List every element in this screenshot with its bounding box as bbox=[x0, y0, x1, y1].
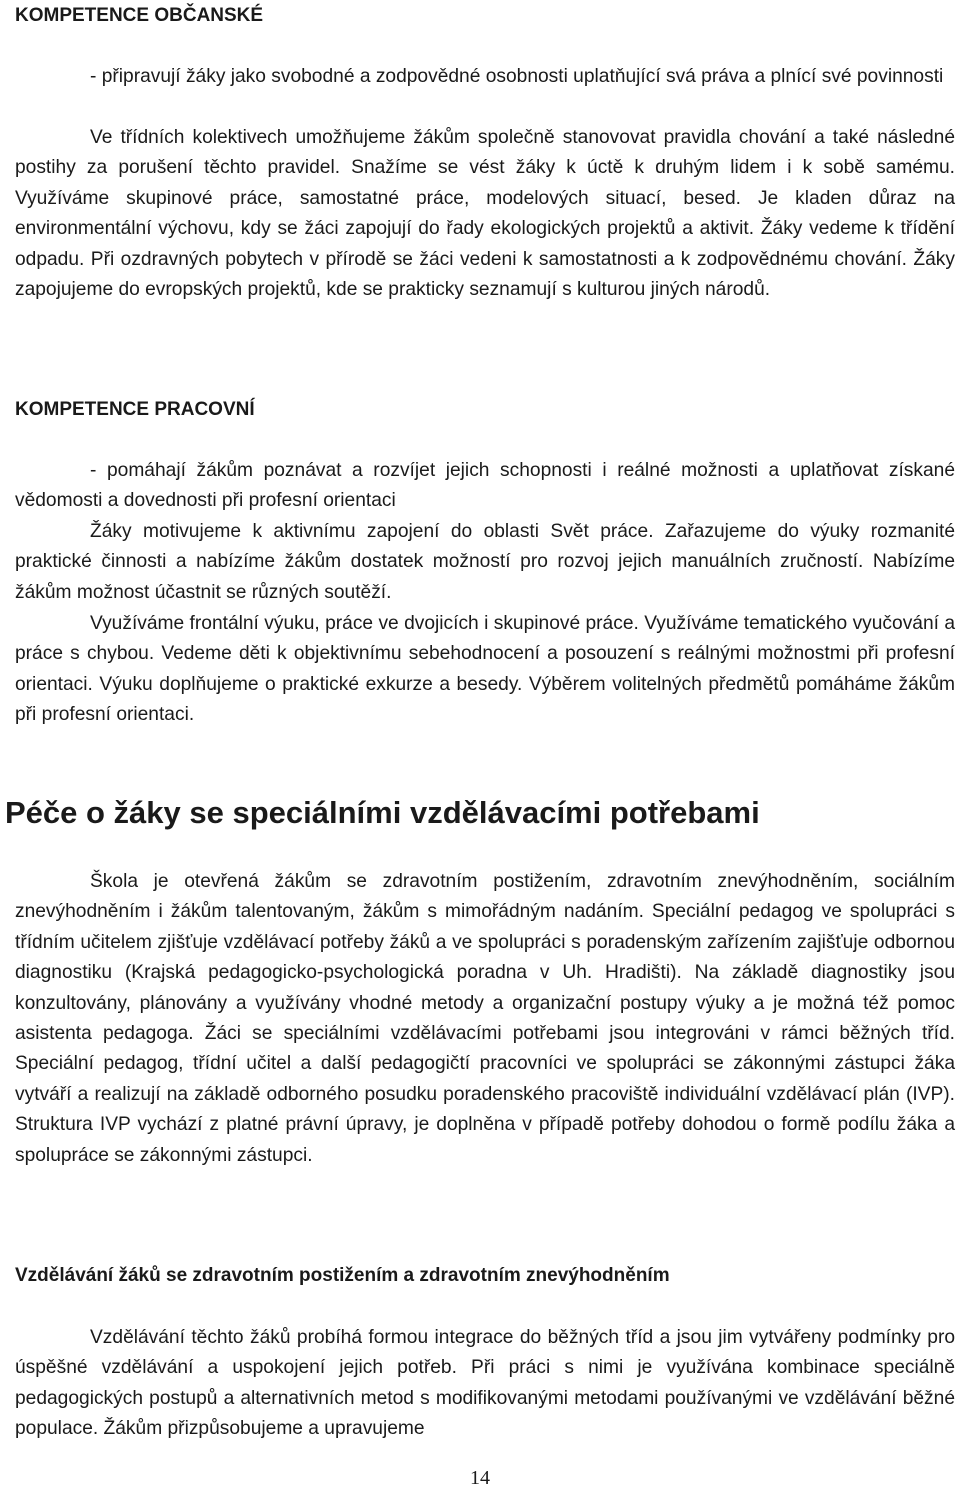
paragraph-obcanske: Ve třídních kolektivech umožňujeme žákům společně stanovovat pravidla chování a také následné postihy za porušení těchto pravidel. Snažíme se vést žáky k úctě k druhým lidem i k sobě samému. Využíváme skupinové práce, samostatné práce, modelových situací, besed. Je kladen důraz na environmentální výchovu, kdy se žáci zapojují do řady ekologických projektů a aktivit. Žáky vedeme k třídění odpadu. Při ozdravných pobytech v přírodě se žáci vedeni k samostatnosti a k zodpovědnému chování. Žáky zapojujeme do evropských projektů, kde se prakticky seznamují s kulturou jiných národů. bbox=[15, 127, 955, 301]
heading-kompetence-obcanske: KOMPETENCE OBČANSKÉ bbox=[15, 5, 264, 26]
paragraph-pracovni-1: Žáky motivujeme k aktivnímu zapojení do oblasti Svět práce. Zařazujeme do výuky rozmanité praktické činnosti a nabízíme žákům dostatek možností pro rozvoj jejich manuálních zručností. Nabízíme žákům možnost účastnit se různých soutěží. bbox=[15, 521, 955, 603]
heading-kompetence-pracovni: KOMPETENCE PRACOVNÍ bbox=[15, 399, 255, 420]
paragraph-pece: Škola je otevřená žákům se zdravotním postižením, zdravotním znevýhodněním, sociálním znevýhodněním i žákům talentovaným, žákům s mimořádným nadáním. Speciální pedagog ve spolupráci s třídním učitelem zjišťuje vzdělávací potřeby žáků a ve spolupráci s poradenským zařízením zajišťuje odbornou diagnostiku (Krajská pedagogicko-psychologická poradna v Uh. Hradišti). Na základě diagnostiky jsou konzultovány, plánovány a využívány vhodné metody a organizační postupy výuky a je možná též pomoc asistenta pedagoga. Žáci se speciálními vzdělávacími potřebami jsou integrováni v rámci běžných tříd. Speciální pedagog, třídní učitel a další pedagogičtí pracovníci ve spolupráci se zákonnými zástupci žáka vytváří a realizují na základě odborného posudku poradenského pracoviště individuální vzdělávací plán (IVP). Struktura IVP vychází z platné právní úpravy, je doplněna v případě potřeby dohodou o formě podílu žáka a spolupráce se zákonnými zástupci. bbox=[15, 871, 955, 1166]
heading-vzdelavani-zdravotni: Vzdělávání žáků se zdravotním postižením a zdravotním znevýhodněním bbox=[15, 1265, 670, 1286]
bullet-pracovni: - pomáhají žákům poznávat a rozvíjet jejich schopnosti i reálné možnosti a uplatňovat získané vědomosti a dovednosti při profesní orientaci bbox=[15, 460, 955, 512]
bullet-obcanske: - připravují žáky jako svobodné a zodpovědné osobnosti uplatňující svá práva a plnící své povinnosti bbox=[90, 66, 944, 87]
paragraph-pracovni-2: Využíváme frontální výuku, práce ve dvojicích i skupinové práce. Využíváme tematického vyučování a práce s chybou. Vedeme děti k objektivnímu sebehodnocení a posouzení s reálnými možnostmi při profesní orientaci. Výuku doplňujeme o praktické exkurze a besedy. Výběrem volitelných předmětů pomáháme žákům při profesní orientaci. bbox=[15, 613, 955, 726]
paragraph-vzdelavani-zdravotni: Vzdělávání těchto žáků probíhá formou integrace do běžných tříd a jsou jim vytvářeny podmínky pro úspěšné vzdělávání a uspokojení jejich potřeb. Při práci s nimi je využívána kombinace speciálně pedagogických postupů a alternativních metod s modifikovanými metodami používanými ve vzdělávání běžné populace. Žákům přizpůsobujeme a upravujeme bbox=[15, 1327, 955, 1440]
page-number: 14 bbox=[470, 1467, 490, 1489]
heading-pece-o-zaky: Péče o žáky se speciálními vzdělávacími potřebami bbox=[5, 795, 760, 830]
